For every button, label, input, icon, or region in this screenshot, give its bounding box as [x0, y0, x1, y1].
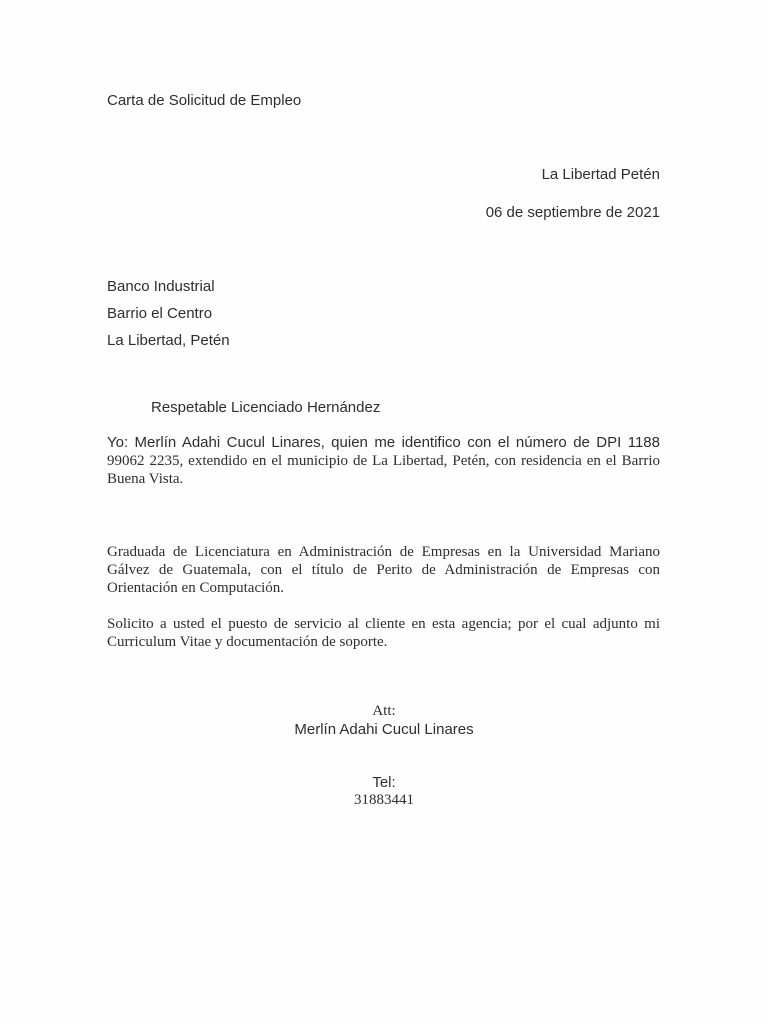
signature-tel-number: 31883441 — [354, 792, 414, 808]
recipient-line: La Libertad, Petén — [107, 332, 230, 349]
recipient-address — [107, 278, 230, 359]
paragraph-line: Graduada de Licenciatura en Administración de Empresas en la Universidad Mariano — [107, 544, 660, 560]
paragraph-line: Yo: Merlín Adahi Cucul Linares, quien me identifico con el número de DPI 1188 — [107, 434, 660, 451]
paragraph-identification — [107, 434, 660, 488]
paragraph-line: Curriculum Vitae y documentación de soporte. — [107, 634, 388, 650]
recipient-line: Banco Industrial — [107, 278, 215, 295]
paragraph-request — [107, 615, 660, 651]
paragraph-education — [107, 543, 660, 597]
paragraph-line: 99062 2235, extendido en el municipio de La Libertad, Petén, con residencia en el Barrio — [107, 453, 660, 469]
letter-date: 06 de septiembre de 2021 — [485, 204, 660, 221]
signature-att-label: Att: — [372, 703, 396, 719]
document-title: Carta de Solicitud de Empleo — [107, 92, 302, 109]
paragraph-line: Solicito a usted el puesto de servicio al cliente en esta agencia; por el cual adjunto mi — [107, 616, 660, 632]
paragraph-line: Gálvez de Guatemala, con el título de Perito de Administración de Empresas con — [107, 562, 660, 578]
letter-place: La Libertad Petén — [541, 166, 660, 183]
paragraph-line: Buena Vista. — [107, 471, 184, 487]
paragraph-line: Orientación en Computación. — [107, 580, 285, 596]
signature-tel-label: Tel: — [372, 774, 396, 791]
recipient-line: Barrio el Centro — [107, 305, 213, 322]
signature-name: Merlín Adahi Cucul Linares — [294, 721, 474, 738]
greeting: Respetable Licenciado Hernández — [151, 399, 381, 416]
